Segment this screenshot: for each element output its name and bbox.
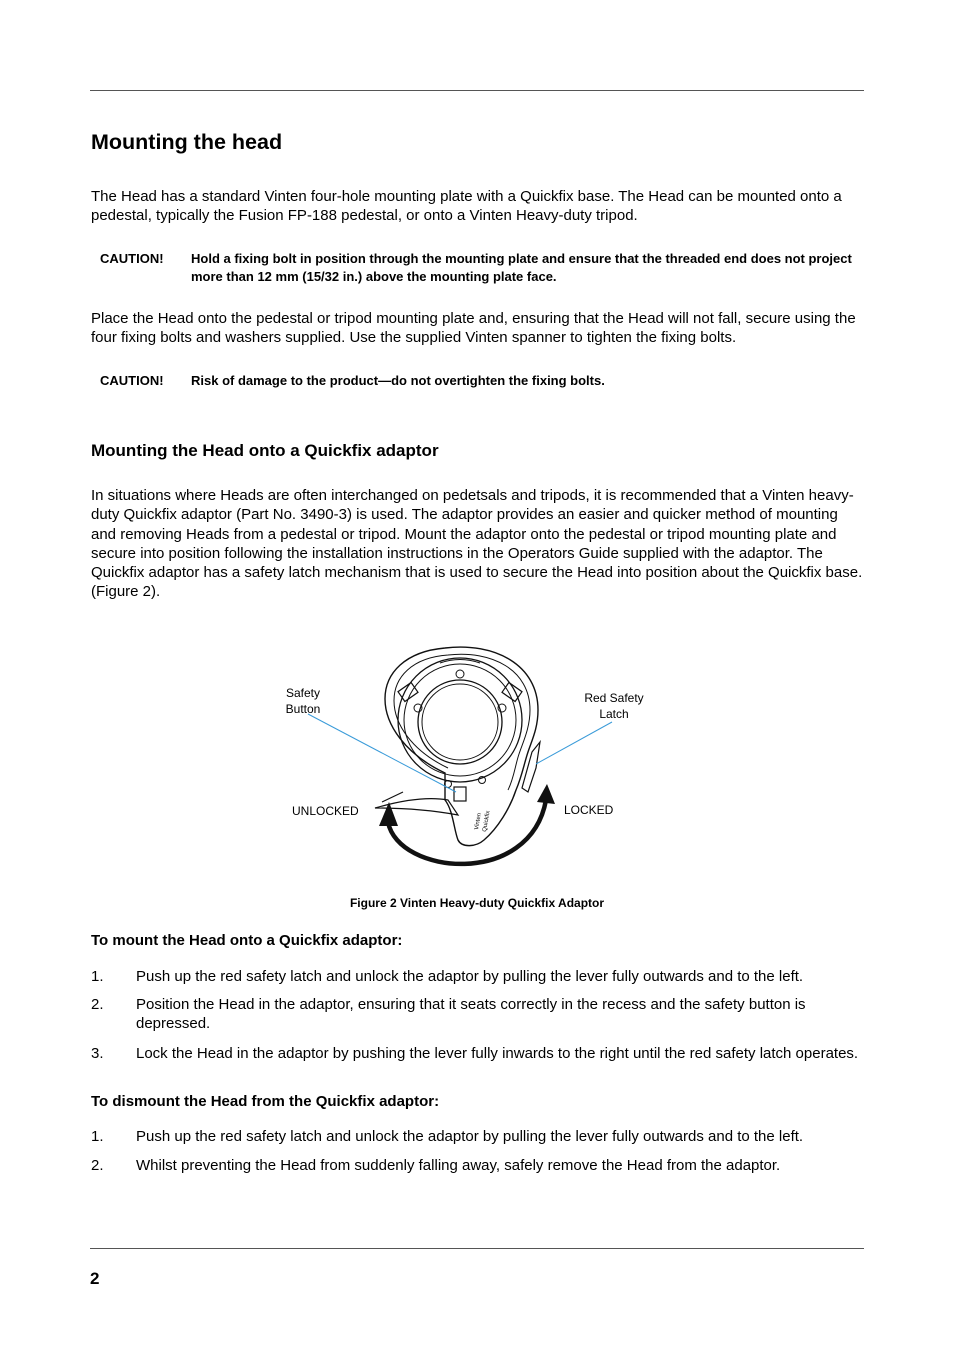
- footer-rule: [90, 1248, 864, 1249]
- list-item: 1. Push up the red safety latch and unlock the adaptor by pulling the lever fully outwards and to the left.: [91, 968, 804, 985]
- dismount-procedure-title: To dismount the Head from the Quickfix adaptor:: [91, 1093, 440, 1110]
- locating-lug: [398, 682, 418, 701]
- header-rule: [90, 90, 864, 91]
- figure-caption: Figure 2 Vinten Heavy-duty Quickfix Adaptor: [349, 896, 605, 910]
- caution-label: CAUTION!: [100, 251, 164, 266]
- list-item: 3. Lock the Head in the adaptor by pushing the lever fully inwards to the right until the red safety latch operates.: [91, 1045, 859, 1062]
- caution-text: Risk of damage to the product—do not overtighten the fixing bolts.: [191, 373, 605, 388]
- product-label-mark: Vinten: [474, 812, 483, 831]
- centre-bore-outer: [418, 680, 502, 764]
- safety-button: [454, 787, 466, 801]
- page-title: Mounting the head: [91, 130, 283, 154]
- label-locked: LOCKED: [564, 803, 614, 817]
- quickfix-adaptor-illustration: [270, 640, 690, 880]
- locating-lug: [502, 682, 522, 701]
- caution-text: Hold a fixing bolt in position through the mounting plate and ensure that the threaded end does not project more than 12 mm (15/32 in.) above the mounting plate face.: [191, 251, 852, 284]
- caution-box: [100, 250, 860, 288]
- red-safety-latch: [522, 742, 540, 792]
- list-item: 2. Position the Head in the adaptor, ensuring that it seats correctly in the recess and the safety button is depressed.: [91, 996, 806, 1033]
- section-heading: Mounting the Head onto a Quickfix adaptor: [91, 441, 439, 460]
- intro-paragraph: The Head has a standard Vinten four-hole mounting plate with a Quickfix base. The Head can be mounted onto a pedestal, typically the Fusion FP-188 pedestal, or onto a Vinten Heavy-duty tripod.: [91, 188, 842, 225]
- caution-label: CAUTION!: [100, 373, 164, 388]
- adaptor-outer-body: [385, 647, 538, 846]
- quickfix-figure: [270, 640, 690, 880]
- leader-line-red-latch: [536, 722, 612, 764]
- mount-procedure-title: To mount the Head onto a Quickfix adaptor:: [91, 932, 403, 949]
- product-label-mark: Quickfix: [482, 810, 492, 833]
- label-red-safety-latch: Red Safety Latch: [584, 691, 644, 721]
- lever-tip: [382, 792, 403, 802]
- quickfix-paragraph: In situations where Heads are often interchanged on pedetsals and tripods, it is recommended that a Vinten heavy-duty Quickfix adaptor (Part No. 3490-3) is used. The adaptor provides an easier and quicker method of mounting and removing Heads from a pedestal or tripod. Mount the adaptor onto the pedestal or tripod mounting plate and secure into position following the installation instructions in the Operators Guide supplied with the adaptor. The Quickfix adaptor has a safety latch mechanism that is used to secure the Head into position about the Quickfix base. (Figure 2).: [91, 487, 863, 601]
- page-number: 2: [90, 1269, 100, 1288]
- leader-line-safety-button: [308, 714, 456, 792]
- centre-bore-inner: [422, 684, 498, 760]
- label-unlocked: UNLOCKED: [292, 804, 359, 818]
- list-item: 1. Push up the red safety latch and unlock the adaptor by pulling the lever fully outwards and to the left.: [91, 1128, 804, 1145]
- bolt-hole: [456, 670, 464, 678]
- arrowhead-right: [537, 784, 555, 804]
- placement-paragraph: Place the Head onto the pedestal or tripod mounting plate and, ensuring that the Head will not fall, secure using the four fixing bolts and washers supplied. Use the supplied Vinten spanner to tighten the fixing bolts.: [91, 310, 856, 347]
- label-safety-button: Safety Button: [285, 686, 321, 716]
- list-item: 2. Whilst preventing the Head from suddenly falling away, safely remove the Head from the adaptor.: [91, 1157, 781, 1174]
- caution-box: [100, 372, 860, 392]
